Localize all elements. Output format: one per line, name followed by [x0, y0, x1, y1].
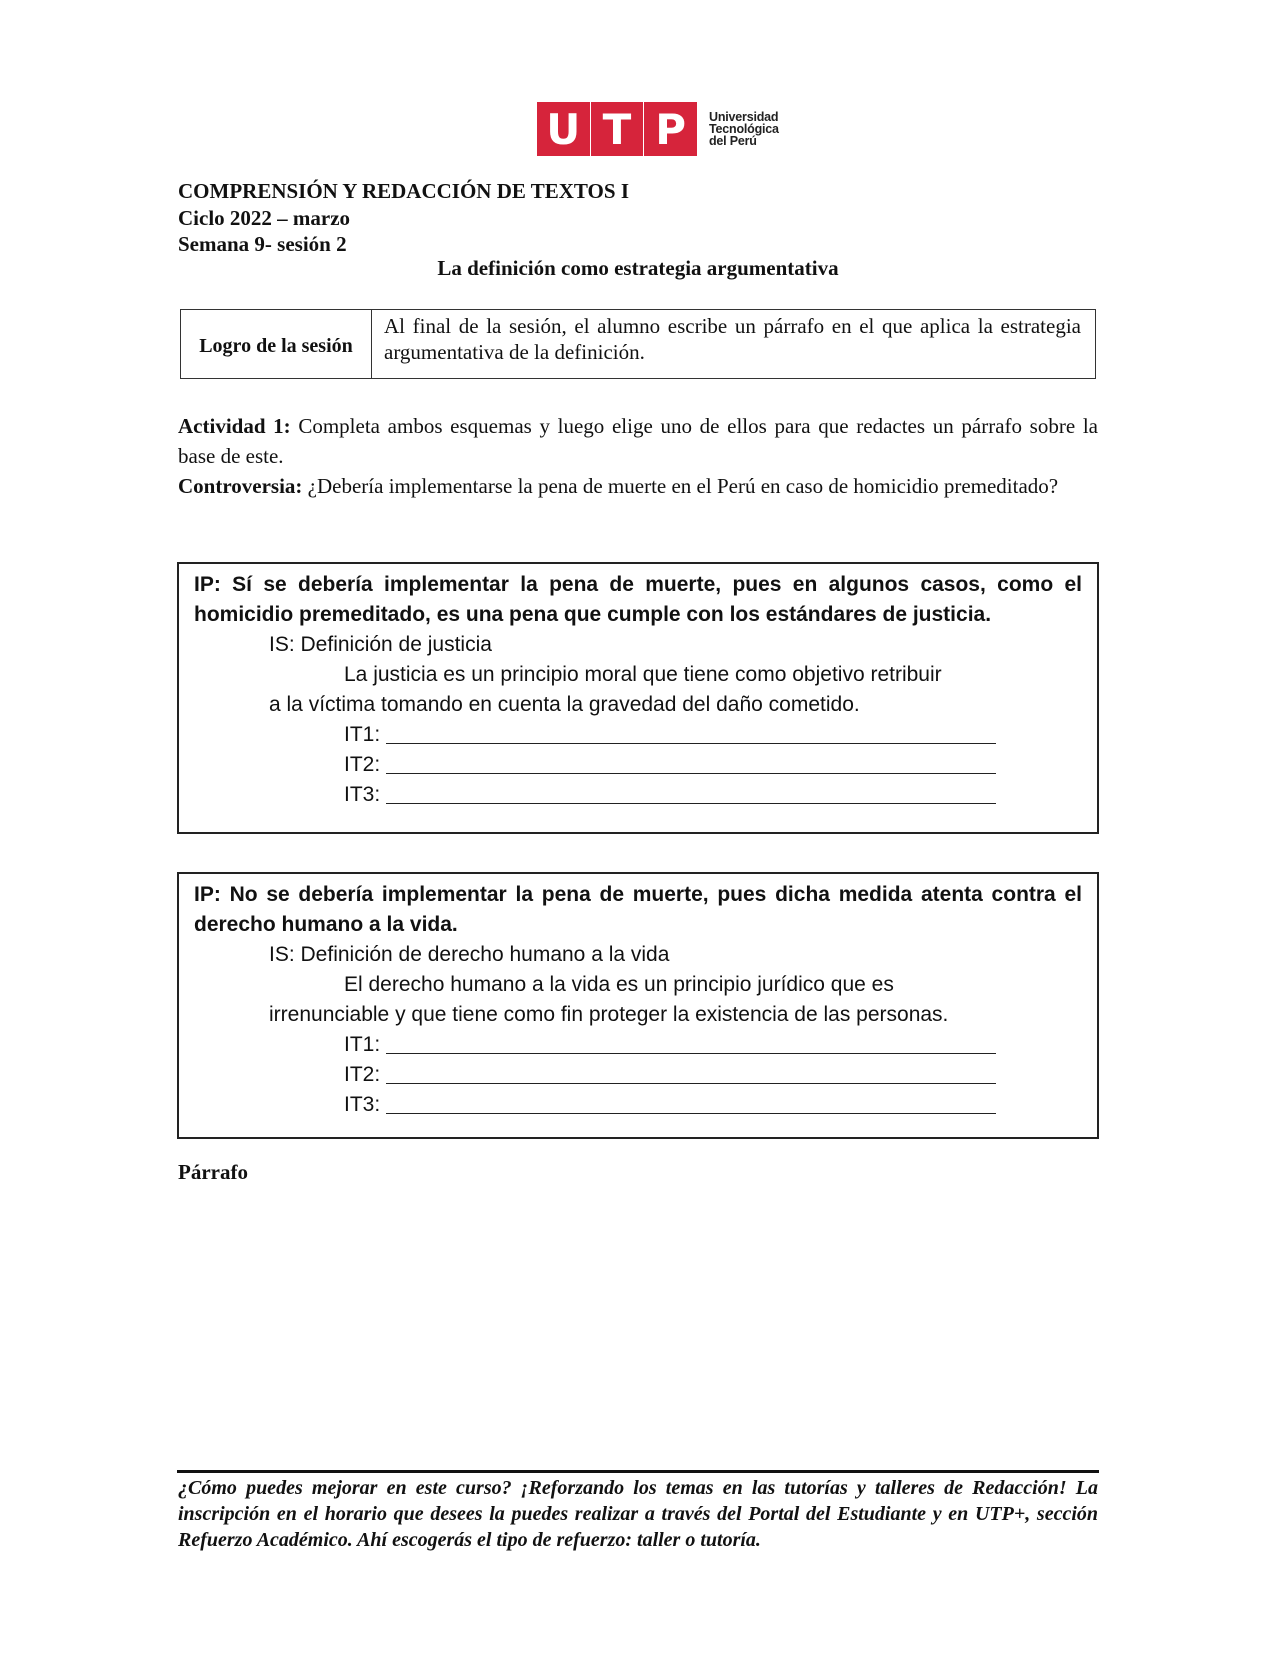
- it-label: IT1:: [344, 723, 381, 746]
- activity-label: Actividad 1:: [178, 414, 291, 438]
- course-title: COMPRENSIÓN Y REDACCIÓN DE TEXTOS I: [178, 179, 629, 203]
- definition-first-line: El derecho humano a la vida es un principio jurídico que es: [344, 973, 894, 996]
- scheme-box-1: [177, 562, 1099, 834]
- controversy-paragraph: [178, 471, 1098, 501]
- it-row: [194, 1060, 1082, 1090]
- activity-paragraph: [178, 411, 1098, 471]
- it-row: [194, 750, 1082, 780]
- logo-mark: [537, 102, 697, 156]
- it-row: [194, 1030, 1082, 1060]
- it-label: IT1:: [344, 1033, 381, 1056]
- footer-divider: [177, 1470, 1099, 1473]
- week-label: Semana 9- sesión 2: [178, 232, 347, 256]
- answer-line[interactable]: [386, 751, 996, 774]
- logo-letter-u: U: [546, 104, 581, 154]
- logro-table: [180, 309, 1096, 379]
- answer-line[interactable]: [386, 781, 996, 804]
- footer-note: ¿Cómo puedes mejorar en este curso? ¡Reforzando los temas en las tutorías y talleres de Redacción! La inscripción en el horario que desees la puedes realizar a través del Portal del Estudiante y en UTP+, sección Refuerzo Académico. Ahí escogerás el tipo de refuerzo: taller o tutoría.: [178, 1477, 1098, 1551]
- it-label: IT3:: [344, 1093, 381, 1116]
- answer-line[interactable]: [386, 1031, 996, 1054]
- logo-name-line: del Perú: [709, 134, 757, 148]
- answer-line[interactable]: [386, 1061, 996, 1084]
- logo-letter-p: P: [655, 104, 687, 154]
- paragraph-label: Párrafo: [178, 1160, 248, 1184]
- logo-letter-t: T: [602, 104, 632, 154]
- scheme-is: IS: Definición de derecho humano a la vida: [269, 943, 670, 966]
- scheme-box-2: [177, 872, 1099, 1139]
- page-title: La definición como estrategia argumentativa: [437, 256, 839, 280]
- controversy-text: ¿Debería implementarse la pena de muerte en el Perú en caso de homicidio premeditado?: [302, 474, 1059, 498]
- logro-text: Al final de la sesión, el alumno escribe un párrafo en el que aplica la estrategia argumentativa de la definición.: [384, 314, 1081, 364]
- scheme-ip: IP: No se debería implementar la pena de muerte, pues dicha medida atenta contra el derecho humano a la vida.: [194, 883, 1082, 936]
- it-label: IT2:: [344, 753, 381, 776]
- it-row: [194, 780, 1082, 810]
- logo-text: [709, 111, 779, 147]
- scheme-ip: IP: Sí se debería implementar la pena de muerte, pues en algunos casos, como el homicidio premeditado, es una pena que cumple con los estándares de justicia.: [194, 573, 1082, 626]
- scheme-is: IS: Definición de justicia: [269, 633, 492, 656]
- it-label: IT3:: [344, 783, 381, 806]
- controversy-label: Controversia:: [178, 474, 303, 498]
- logo-name-line: Universidad: [709, 110, 779, 124]
- cycle-label: Ciclo 2022 – marzo: [178, 206, 351, 230]
- answer-line[interactable]: [386, 721, 996, 744]
- definition-rest: a la víctima tomando en cuenta la gravedad del daño cometido.: [269, 693, 860, 716]
- logo-name-line: Tecnológica: [709, 122, 779, 136]
- definition-first-line: La justicia es un principio moral que tiene como objetivo retribuir: [344, 663, 942, 686]
- logro-label: Logro de la sesión: [181, 310, 372, 378]
- definition-rest: irrenunciable y que tiene como fin proteger la existencia de las personas.: [269, 1003, 949, 1026]
- it-label: IT2:: [344, 1063, 381, 1086]
- scheme-definition: [194, 660, 1009, 720]
- answer-line[interactable]: [386, 1091, 996, 1114]
- activity-text: Completa ambos esquemas y luego elige uno de ellos para que redactes un párrafo sobre la base de este.: [178, 414, 1098, 468]
- it-row: [194, 720, 1082, 750]
- utp-logo: [537, 102, 779, 156]
- it-row: [194, 1090, 1082, 1120]
- scheme-definition: [194, 970, 1009, 1030]
